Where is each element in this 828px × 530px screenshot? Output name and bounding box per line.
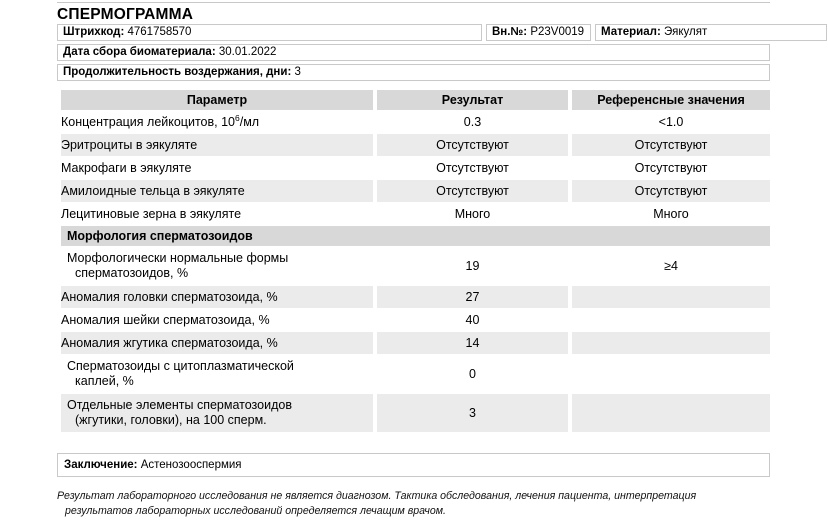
- row-parameter: Аномалия жгутика сперматозоида, %: [61, 332, 373, 354]
- row-parameter-line1: Морфологически нормальные формы: [67, 251, 289, 265]
- table-row: [61, 332, 770, 354]
- table-row: [61, 286, 770, 308]
- disclaimer-text: [57, 489, 773, 519]
- table-row: [61, 203, 770, 225]
- table-row: [61, 134, 770, 156]
- collection-date-value: 30.01.2022: [218, 46, 277, 58]
- row-result: 3: [377, 394, 568, 432]
- row-parameter-superscript: 6: [234, 112, 240, 123]
- table-row: [61, 180, 770, 202]
- row-reference: [572, 355, 770, 393]
- table-row: [61, 111, 770, 133]
- internal-number-value: P23V0019: [530, 26, 585, 38]
- row-reference: [572, 286, 770, 308]
- row-parameter: [61, 355, 373, 393]
- conclusion-value: Астенозооспермия: [140, 459, 242, 471]
- row-reference: Много: [572, 203, 770, 225]
- table-section-header: [61, 226, 770, 246]
- table-row: [61, 157, 770, 179]
- column-header-reference: Референсные значения: [572, 90, 770, 110]
- row-parameter: Аномалия шейки сперматозоида, %: [61, 309, 373, 331]
- conclusion-label: Заключение:: [64, 459, 138, 471]
- barcode-value: 4761758570: [127, 26, 192, 38]
- row-parameter-text-post: /мл: [239, 115, 260, 129]
- material-label: Материал:: [601, 26, 661, 38]
- row-reference: ≥4: [572, 247, 770, 285]
- row-result: 0: [377, 355, 568, 393]
- table-row: [61, 247, 770, 285]
- row-parameter: [61, 394, 373, 432]
- row-reference: [572, 394, 770, 432]
- column-header-result: Результат: [377, 90, 568, 110]
- barcode-label: Штрихкод:: [63, 26, 125, 38]
- barcode-field: [57, 24, 482, 41]
- internal-number-field: [486, 24, 591, 41]
- row-reference: [572, 309, 770, 331]
- row-result: Много: [377, 203, 568, 225]
- table-row: [61, 309, 770, 331]
- row-result: Отсутствуют: [377, 157, 568, 179]
- abstinence-field: [57, 64, 770, 81]
- row-parameter: Эритроциты в эякуляте: [61, 134, 373, 156]
- page-title: СПЕРМОГРАММА: [57, 6, 194, 23]
- material-field: [595, 24, 827, 41]
- internal-number-label: Вн.№:: [492, 26, 528, 38]
- row-result: 0.3: [377, 111, 568, 133]
- top-divider: [57, 2, 770, 3]
- row-reference: <1.0: [572, 111, 770, 133]
- table-header-row: [61, 90, 770, 110]
- table-row: [61, 394, 770, 432]
- row-reference: Отсутствуют: [572, 180, 770, 202]
- row-parameter: Амилоидные тельца в эякуляте: [61, 180, 373, 202]
- collection-date-field: [57, 44, 770, 61]
- row-parameter-text-pre: Концентрация лейкоцитов, 10: [61, 115, 235, 129]
- row-result: 19: [377, 247, 568, 285]
- row-parameter: Аномалия головки сперматозоида, %: [61, 286, 373, 308]
- row-parameter-line2: сперматозоидов, %: [75, 266, 189, 280]
- collection-date-label: Дата сбора биоматериала:: [63, 46, 216, 58]
- row-parameter: [61, 111, 373, 133]
- disclaimer-line2: результатов лабораторных исследований определяется лечащим врачом.: [65, 505, 446, 517]
- disclaimer-line1: Результат лабораторного исследования не является диагнозом. Тактика обследования, лечения пациента, интерпретация: [57, 490, 697, 502]
- results-table: [57, 89, 774, 433]
- row-reference: Отсутствуют: [572, 134, 770, 156]
- row-parameter: [61, 247, 373, 285]
- abstinence-value: 3: [294, 66, 301, 78]
- row-reference: [572, 332, 770, 354]
- row-parameter: Макрофаги в эякуляте: [61, 157, 373, 179]
- row-result: Отсутствуют: [377, 180, 568, 202]
- column-header-parameter: Параметр: [61, 90, 373, 110]
- row-parameter-line2: (жгутики, головки), на 100 сперм.: [75, 413, 267, 427]
- row-result: 14: [377, 332, 568, 354]
- row-result: Отсутствуют: [377, 134, 568, 156]
- row-result: 40: [377, 309, 568, 331]
- material-value: Эякулят: [663, 26, 708, 38]
- table-row: [61, 355, 770, 393]
- conclusion-box: [57, 453, 770, 477]
- row-parameter: Лецитиновые зерна в эякуляте: [61, 203, 373, 225]
- abstinence-label: Продолжительность воздержания, дни:: [63, 66, 292, 78]
- row-parameter-line2: каплей, %: [75, 374, 134, 388]
- row-parameter-line1: Отдельные элементы сперматозоидов: [67, 398, 292, 412]
- row-parameter-line1: Сперматозоиды с цитоплазматической: [67, 359, 294, 373]
- row-result: 27: [377, 286, 568, 308]
- section-title: Морфология сперматозоидов: [61, 226, 770, 246]
- row-reference: Отсутствуют: [572, 157, 770, 179]
